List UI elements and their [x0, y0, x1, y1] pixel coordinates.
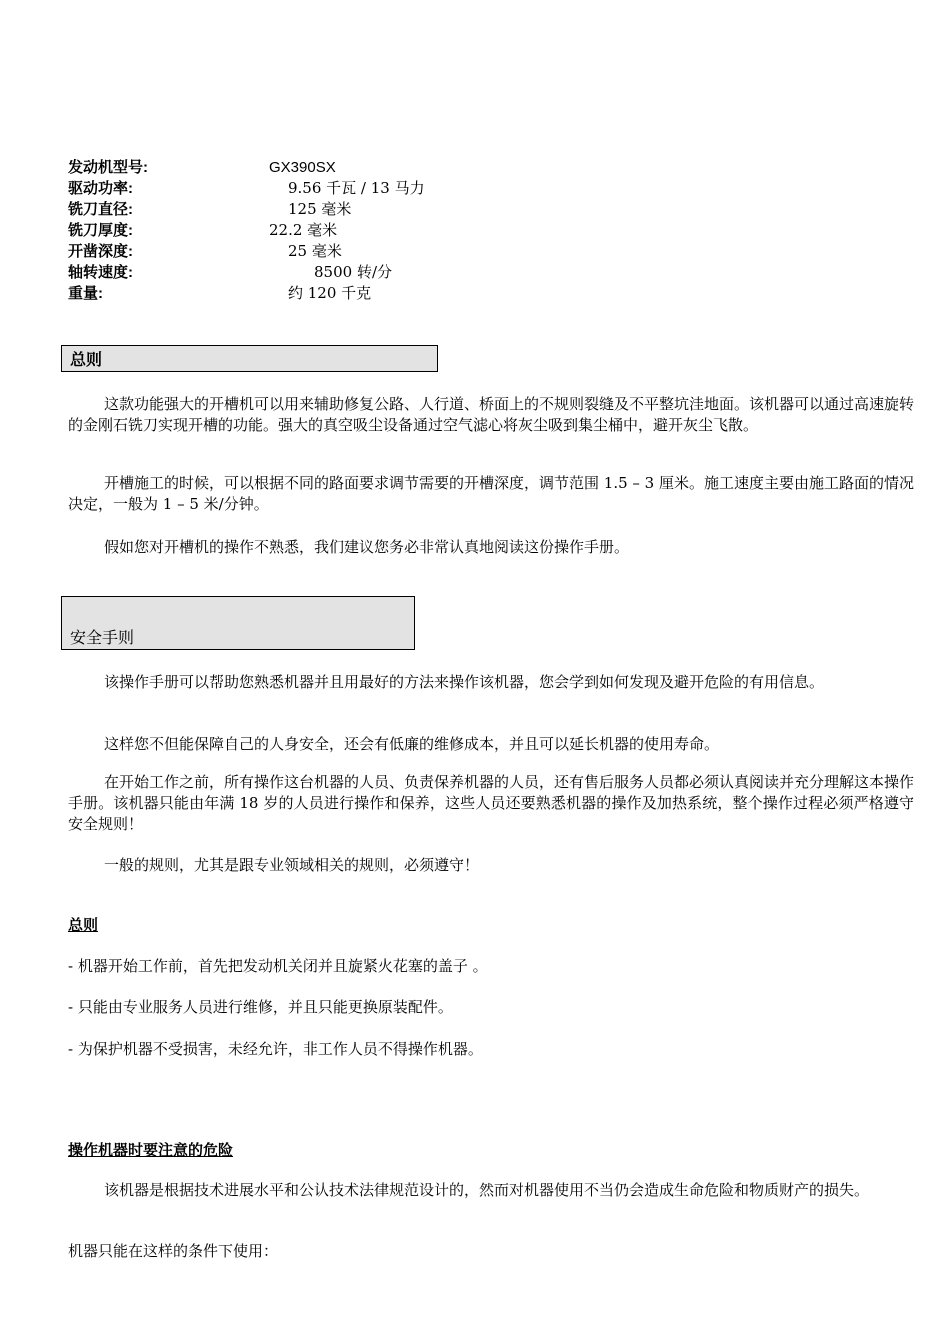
spec-label: 轴转速度:: [68, 264, 133, 281]
spec-value: 约 120 千克: [288, 284, 372, 302]
spec-label: 铣刀厚度:: [68, 222, 133, 239]
list-item: - 只能由专业服务人员进行维修，并且只能更换原装配件。: [68, 998, 453, 1016]
section-heading-text: 安全手则: [70, 628, 135, 647]
section-heading-general: [61, 345, 438, 372]
list-item: - 为保护机器不受损害，未经允许，非工作人员不得操作机器。: [68, 1040, 483, 1058]
spec-value: GX390SX: [269, 159, 336, 176]
section1-paragraph-1: [68, 394, 914, 436]
spec-label: 开凿深度:: [68, 243, 133, 260]
usage-condition-text: 机器只能在这样的条件下使用：: [68, 1242, 279, 1260]
spec-label: 铣刀直径:: [68, 201, 133, 218]
section2-paragraph-1: [68, 672, 914, 693]
section-heading-text: 总则: [70, 350, 103, 369]
spec-value: 25 毫米: [288, 242, 342, 260]
danger-paragraph: [68, 1180, 914, 1201]
section2-paragraph-3: [68, 772, 914, 835]
paragraph-text: 该操作手册可以帮助您熟悉机器并且用最好的方法来操作该机器，您会学到如何发现及避开危险的有用信息。: [104, 673, 825, 691]
spec-label: 驱动功率:: [68, 180, 133, 197]
paragraph-text: 这款功能强大的开槽机可以用来辅助修复公路、人行道、桥面上的不规则裂缝及不平整坑洼地面。该机器可以通过高速旋转的金刚石铣刀实现开槽的功能。强大的真空吸尘设备通过空气滤心将灰尘吸到集尘桶中，避开灰尘飞散。: [68, 395, 915, 434]
paragraph-text: 假如您对开槽机的操作不熟悉，我们建议您务必非常认真地阅读这份操作手册。: [104, 538, 630, 556]
paragraph-text: 在开始工作之前，所有操作这台机器的人员、负责保养机器的人员，还有售后服务人员都必须认真阅读并充分理解这本操作手册。该机器只能由年满 18 岁的人员进行操作和保养，这些人员还要熟悉机器的操作及加热系统，整个操作过程必须严格遵守安全规则！: [68, 773, 915, 833]
subheading-general-rules: 总则: [68, 916, 99, 934]
spec-value: 8500 转/分: [314, 263, 392, 281]
spec-label: 重量:: [68, 285, 103, 302]
section2-paragraph-2: [68, 734, 914, 755]
list-item: - 机器开始工作前，首先把发动机关闭并且旋紧火花塞的盖子 。: [68, 957, 488, 975]
spec-label: 发动机型号:: [68, 159, 148, 176]
section-heading-safety: [61, 596, 415, 650]
spec-value: 22.2 毫米: [269, 221, 338, 239]
section1-paragraph-2: [68, 473, 914, 515]
paragraph-text: 开槽施工的时候，可以根据不同的路面要求调节需要的开槽深度，调节范围 1.5 – 3 厘米。施工速度主要由施工路面的情况决定，一般为 1 – 5 米/分钟。: [68, 474, 914, 513]
paragraph-text: 一般的规则，尤其是跟专业领域相关的规则，必须遵守！: [104, 856, 480, 874]
subheading-operating-dangers: 操作机器时要注意的危险: [68, 1141, 234, 1159]
paragraph-text: 这样您不但能保障自己的人身安全，还会有低廉的维修成本，并且可以延长机器的使用寿命。: [104, 735, 720, 753]
spec-value: 9.56 千瓦 / 13 马力: [288, 179, 425, 197]
spec-value: 125 毫米: [288, 200, 352, 218]
paragraph-text: 该机器是根据技术进展水平和公认技术法律规范设计的，然而对机器使用不当仍会造成生命危险和物质财产的损失。: [104, 1181, 870, 1199]
section1-paragraph-3: [68, 537, 914, 558]
section2-paragraph-4: [68, 855, 914, 876]
